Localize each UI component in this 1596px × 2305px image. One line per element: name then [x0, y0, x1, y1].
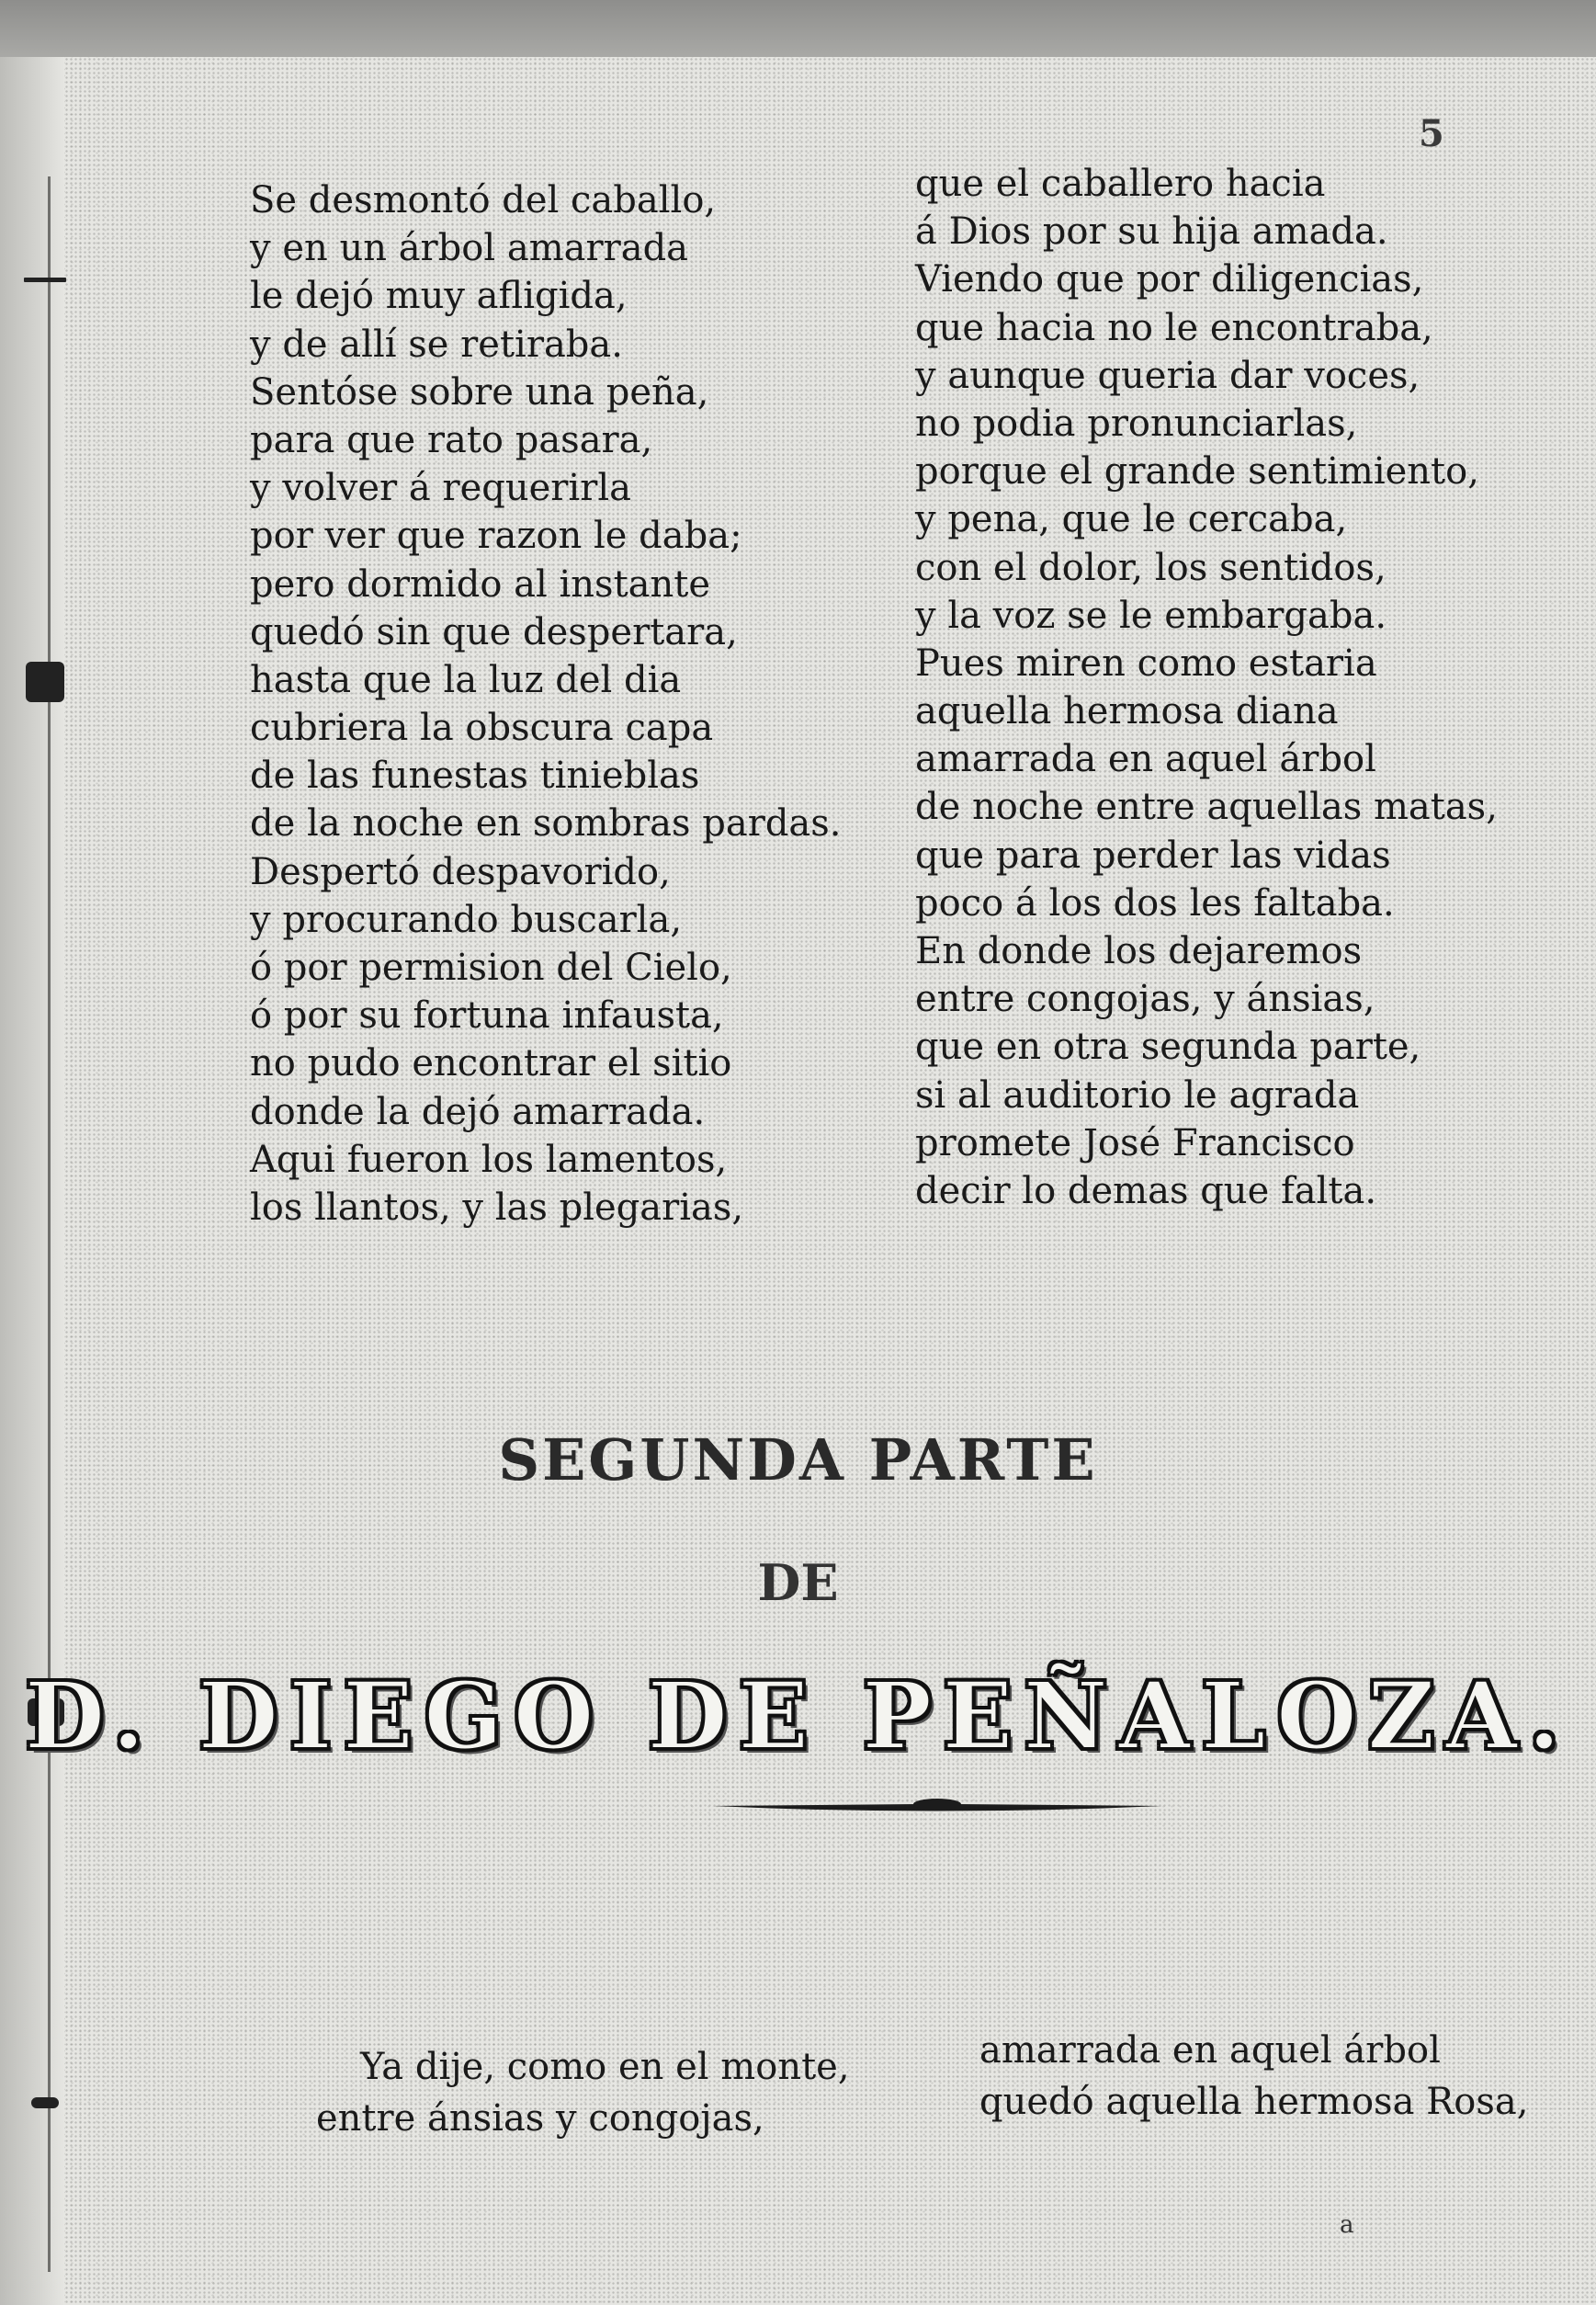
- verse-line: ó por permision del Cielo,: [250, 947, 732, 989]
- verse-line: y procurando buscarla,: [250, 898, 683, 941]
- signature-mark: a: [1340, 2211, 1354, 2239]
- spine-line: [48, 176, 51, 2272]
- verse-line: amarrada en aquel árbol: [979, 2029, 1441, 2072]
- verse-line: á Dios por su hija amada.: [915, 210, 1388, 254]
- verse-line: Ya dije, como en el monte,: [360, 2046, 850, 2088]
- binding-mark: [31, 2097, 59, 2108]
- verse-line: y volver á requerirla: [250, 467, 631, 510]
- verse-line: y la voz se le embargaba.: [915, 594, 1387, 637]
- verse-line: ó por su fortuna infausta,: [250, 994, 724, 1038]
- verse-line: por ver que razon le daba;: [250, 515, 742, 558]
- verse-line: no pudo encontrar el sitio: [250, 1042, 732, 1085]
- verse-line: los llantos, y las plegarias,: [250, 1186, 744, 1229]
- verse-line: cubriera la obscura capa: [250, 707, 714, 750]
- verse-line: si al auditorio le agrada: [915, 1073, 1360, 1117]
- verse-line: para que rato pasara,: [250, 418, 653, 461]
- binding-mark: [26, 662, 64, 702]
- verse-line: Aqui fueron los lamentos,: [250, 1138, 728, 1181]
- verse-line: Viendo que por diligencias,: [915, 258, 1424, 301]
- binding-mark: [24, 278, 66, 282]
- verse-line: de la noche en sombras pardas.: [250, 802, 842, 846]
- verse-line: Pues miren como estaria: [915, 642, 1377, 685]
- verse-line: de las funestas tinieblas: [250, 755, 700, 798]
- verse-line: no podia pronunciarlas,: [915, 402, 1358, 445]
- page-number: 5: [1419, 112, 1444, 155]
- verse-line: que el caballero hacia: [915, 163, 1326, 205]
- verse-line: En donde los dejaremos: [915, 930, 1363, 972]
- section-heading: SEGUNDA PARTE: [498, 1426, 1098, 1493]
- verse-line: quedó sin que despertara,: [250, 610, 738, 653]
- verse-line: quedó aquella hermosa Rosa,: [979, 2081, 1529, 2123]
- verse-line: donde la dejó amarrada.: [250, 1090, 706, 1133]
- verse-line: entre congojas, y ánsias,: [915, 978, 1375, 1021]
- verse-line: que para perder las vidas: [915, 834, 1391, 877]
- verse-line: pero dormido al instante: [250, 562, 710, 606]
- section-title: D. DIEGO DE PEÑALOZA.: [25, 1662, 1571, 1770]
- verse-line: de noche entre aquellas matas,: [915, 786, 1498, 829]
- verse-line: hasta que la luz del dia: [250, 658, 682, 701]
- verse-line: Sentóse sobre una peña,: [250, 370, 709, 414]
- verse-line: y en un árbol amarrada: [250, 227, 689, 270]
- scan-top-border: [0, 0, 1596, 57]
- verse-line: porque el grande sentimiento,: [915, 450, 1479, 494]
- verse-line: promete José Francisco: [915, 1121, 1355, 1164]
- verse-line: que en otra segunda parte,: [915, 1026, 1421, 1069]
- book-spine: [0, 57, 64, 2305]
- verse-line: Se desmontó del caballo,: [250, 179, 717, 221]
- ornamental-rule: [707, 1792, 1167, 1820]
- verse-line: y aunque queria dar voces,: [915, 354, 1421, 397]
- verse-line: con el dolor, los sentidos,: [915, 546, 1387, 589]
- verse-line: amarrada en aquel árbol: [915, 738, 1376, 781]
- verse-line: entre ánsias y congojas,: [316, 2097, 764, 2140]
- right-column: [915, 160, 1498, 1215]
- verse-line: aquella hermosa diana: [915, 690, 1339, 733]
- section-heading-de: DE: [757, 1553, 839, 1612]
- verse-line: y pena, que le cercaba,: [915, 498, 1348, 541]
- left-column: [250, 176, 842, 1232]
- verse-line: le dejó muy afligida,: [250, 275, 628, 318]
- verse-line: decir lo demas que falta.: [915, 1169, 1377, 1212]
- verse-line: y de allí se retiraba.: [250, 323, 623, 366]
- verse-line: poco á los dos les faltaba.: [915, 881, 1395, 925]
- verse-line: Despertó despavorido,: [250, 850, 671, 893]
- verse-line: que hacia no le encontraba,: [915, 306, 1433, 349]
